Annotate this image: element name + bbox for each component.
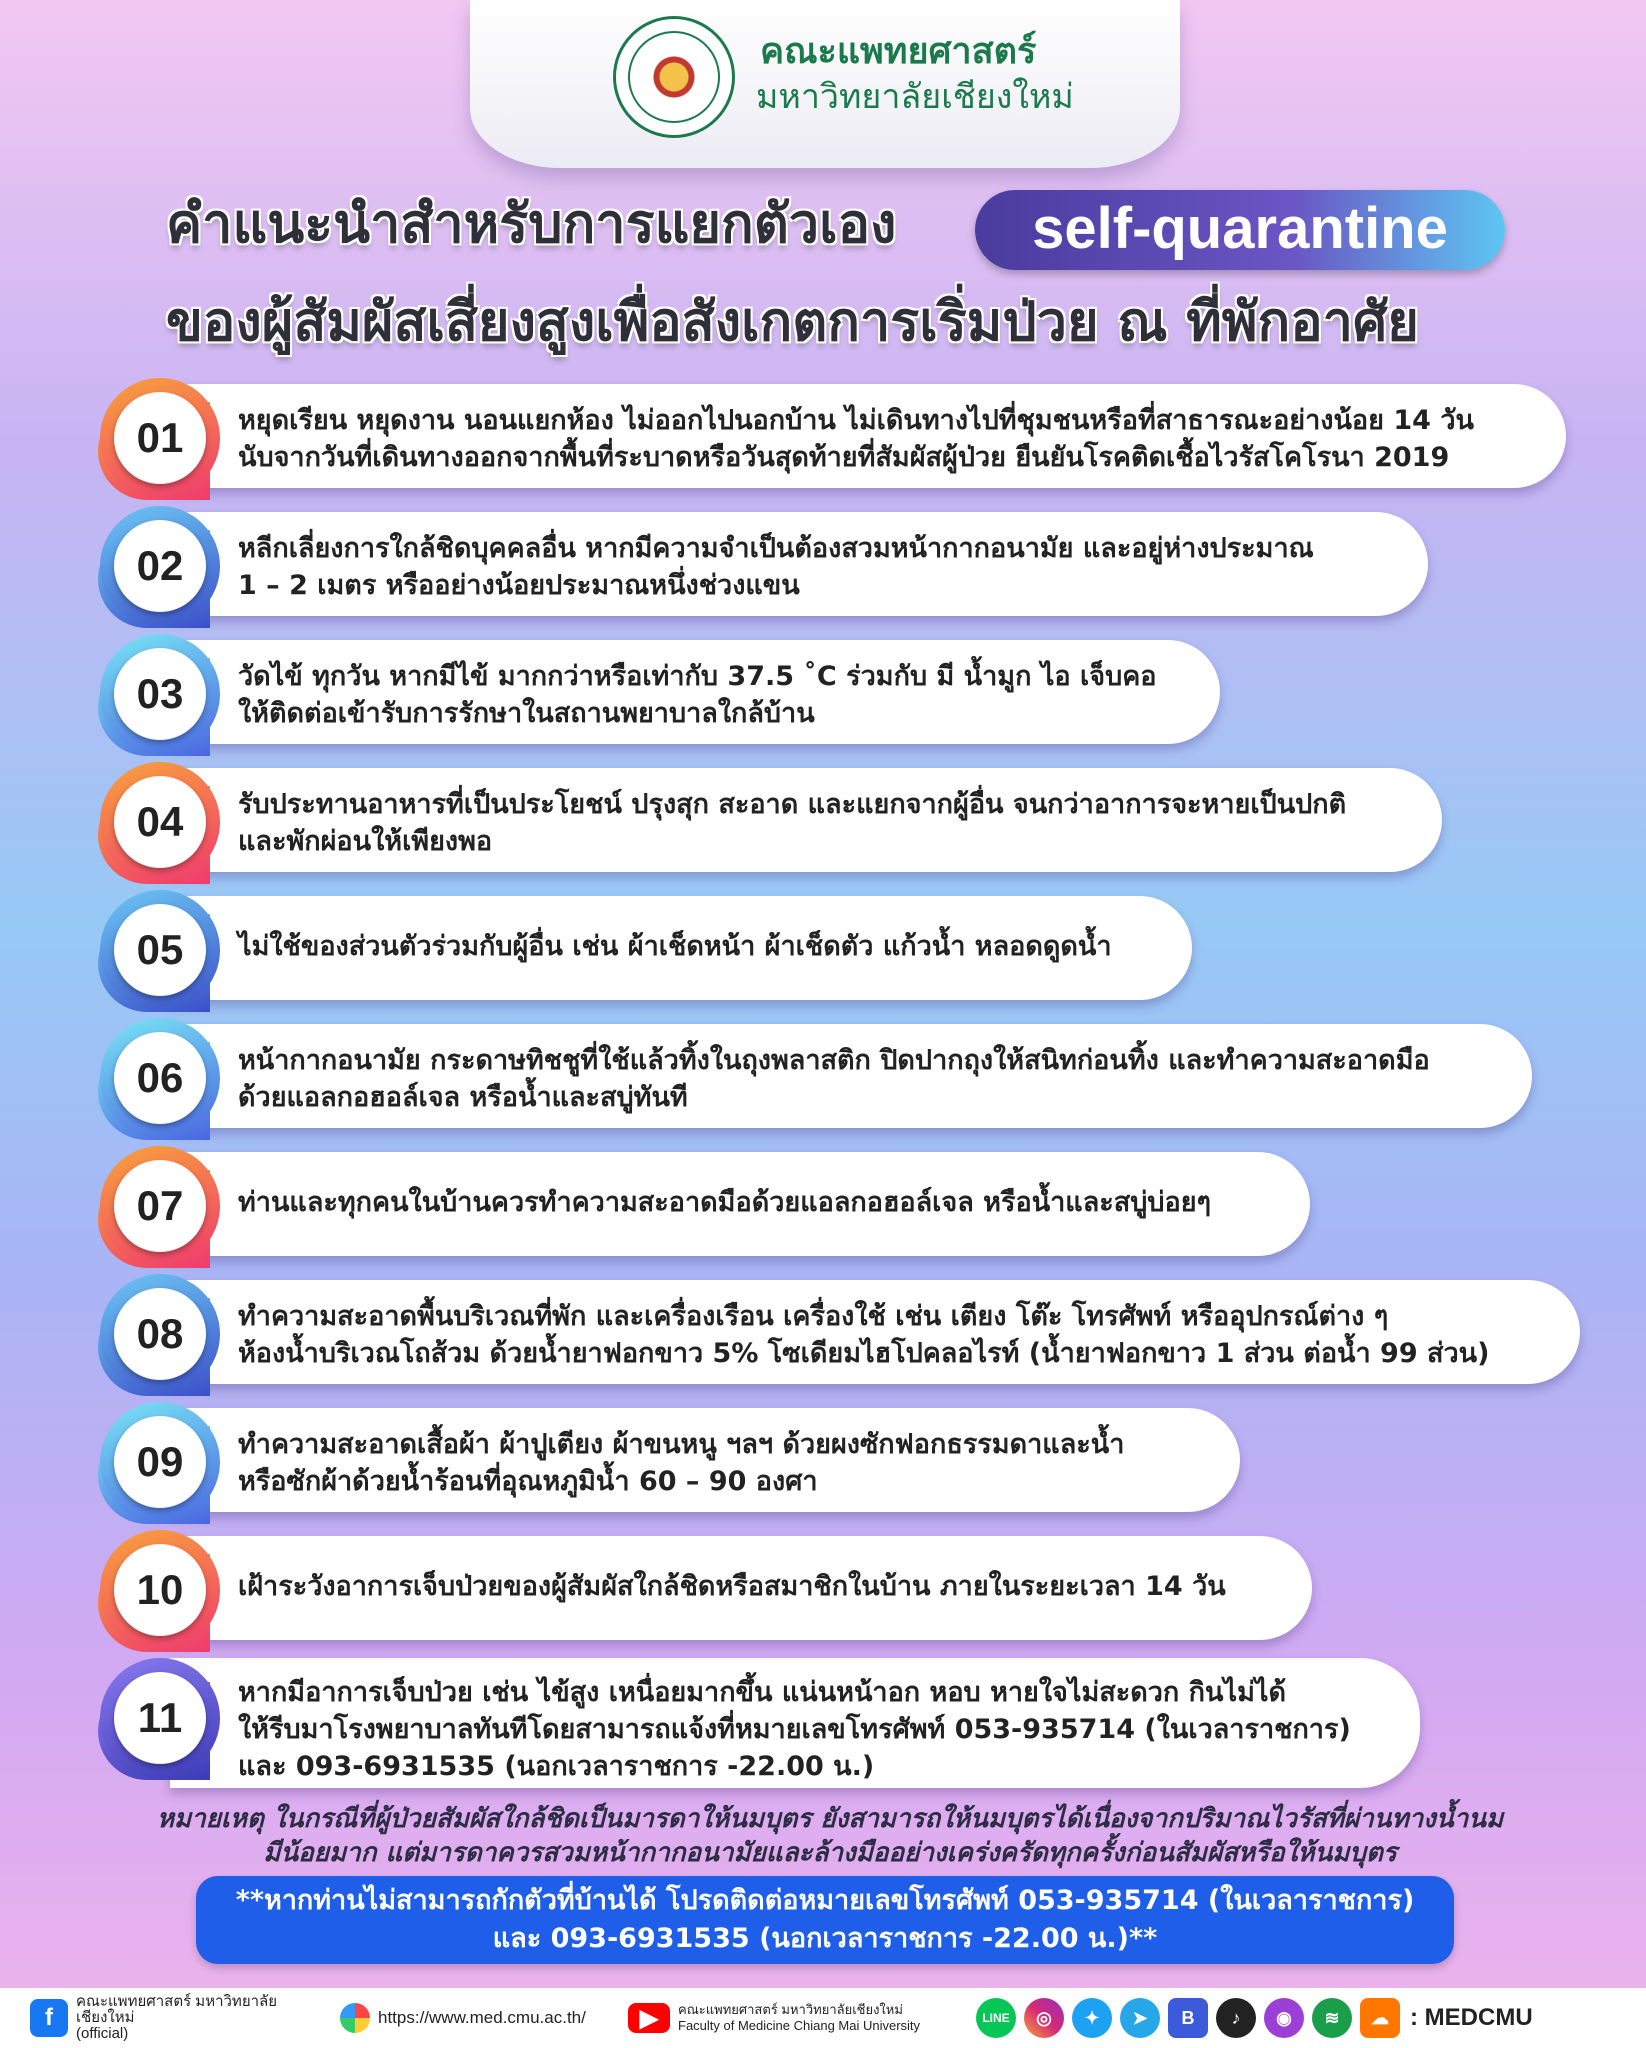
contact-line-1: **หากท่านไม่สามารถกักตัวที่บ้านได้ โปรดติดต่อหมายเลขโทรศัพท์ 053-935714 (ในเวลาราชการ) — [235, 1885, 1415, 1916]
item-number: 11 — [114, 1672, 206, 1764]
item-text: ทำความสะอาดเสื้อผ้า ผ้าปูเตียง ผ้าขนหนู ฯลฯ ด้วยผงซักฟอกธรรมดาและน้ำ หรือซักผ้าด้วยน้ำร้อนที่อุณหภูมิน้ำ 60 – 90 องศา — [238, 1429, 1125, 1497]
list-item — [0, 1404, 1646, 1532]
footnote-line-1: หมายเหตุ ในกรณีที่ผู้ป่วยสัมผัสใกล้ชิดเป็นมารดาให้นมบุตร ยังสามารถให้นมบุตรได้เนื่องจากปริมาณไวรัสที่ผ่านทางน้ำนม — [156, 1804, 1504, 1834]
item-number: 03 — [114, 648, 206, 740]
telegram-icon[interactable]: ➤ — [1120, 1998, 1160, 2038]
item-text: หน้ากากอนามัย กระดาษทิชชูที่ใช้แล้วทิ้งในถุงพลาสติก ปิดปากถุงให้สนิทก่อนทิ้ง และทำความสะอาดมือ ด้วยแอลกอฮอล์เจล หรือน้ำและสบู่ทันที — [238, 1045, 1430, 1113]
item-text: หากมีอาการเจ็บป่วย เช่น ไข้สูง เหนื่อยมากขึ้น แน่นหน้าอก หอบ หายใจไม่สะดวก กินไม่ได้ ให้รีบมาโรงพยาบาลทันทีโดยสามารถแจ้งที่หมายเลขโทรศัพท์ 053-935714 (ในเวลาราชการ) และ 093-6931535 (นอกเวลาราชการ -22.00 น.) — [238, 1677, 1351, 1782]
self-quarantine-badge: self-quarantine — [975, 190, 1505, 270]
faculty-name: คณะแพทยศาสตร์ — [760, 30, 1037, 71]
contact-line-2: และ 093-6931535 (นอกเวลาราชการ -22.00 น.)** — [492, 1923, 1158, 1954]
youtube-icon[interactable]: ▶ — [628, 2003, 670, 2033]
university-name: มหาวิทยาลัยเชียงใหม่ — [756, 78, 1074, 116]
list-item — [0, 1532, 1646, 1660]
item-text: เฝ้าระวังอาการเจ็บป่วยของผู้สัมผัสใกล้ชิดหรือสมาชิกในบ้าน ภายในระยะเวลา 14 วัน — [238, 1571, 1226, 1602]
item-text: หยุดเรียน หยุดงาน นอนแยกห้อง ไม่ออกไปนอกบ้าน ไม่เดินทางไปที่ชุมชนหรือที่สาธารณะอย่างน้อย 14 วัน นับจากวันที่เดินทางออกจากพื้นที่ระบาดหรือวันสุดท้ายที่สัมผัสผู้ป่วย ยืนยันโรคติดเชื้อไวรัสโคโรนา 2019 — [238, 405, 1474, 473]
title-line-2: ของผู้สัมผัสเสี่ยงสูงเพื่อสังเกตการเริ่มป่วย ณ ที่พักอาศัย — [166, 290, 1419, 353]
website-icon — [340, 2003, 370, 2033]
list-item — [0, 1276, 1646, 1404]
item-text: วัดไข้ ทุกวัน หากมีไข้ มากกว่าหรือเท่ากับ 37.5 ˚C ร่วมกับ มี น้ำมูก ไอ เจ็บคอ ให้ติดต่อเข้ารับการรักษาในสถานพยาบาลใกล้บ้าน — [238, 661, 1157, 729]
twitter-icon[interactable]: ✦ — [1072, 1998, 1112, 2038]
item-number: 01 — [114, 392, 206, 484]
list-item — [0, 508, 1646, 636]
item-number: 10 — [114, 1544, 206, 1636]
blockdit-icon[interactable]: B — [1168, 1998, 1208, 2038]
list-item — [0, 764, 1646, 892]
item-text: ทำความสะอาดพื้นบริเวณที่พัก และเครื่องเรือน เครื่องใช้ เช่น เตียง โต๊ะ โทรศัพท์ หรืออุปกรณ์ต่าง ๆ ห้องน้ำบริเวณโถส้วม ด้วยน้ำยาฟอกขาว 5% โซเดียมไฮโปคลอไรท์ (น้ำยาฟอกขาว 1 ส่วน ต่อน้ำ 99 ส่วน) — [238, 1301, 1490, 1369]
soundcloud-icon[interactable]: ☁ — [1360, 1998, 1400, 2038]
facebook-link[interactable]: คณะแพทยศาสตร์ มหาวิทยาลัยเชียงใหม่ (official) — [76, 1993, 278, 2042]
item-number: 02 — [114, 520, 206, 612]
facebook-icon[interactable]: f — [30, 1999, 68, 2037]
item-text: ไม่ใช้ของส่วนตัวร่วมกับผู้อื่น เช่น ผ้าเช็ดหน้า ผ้าเช็ดตัว แก้วน้ำ หลอดดูดน้ำ — [238, 931, 1112, 962]
website-link[interactable]: https://www.med.cmu.ac.th/ — [378, 2008, 586, 2027]
item-number: 07 — [114, 1160, 206, 1252]
item-text: หลีกเลี่ยงการใกล้ชิดบุคคลอื่น หากมีความจำเป็นต้องสวมหน้ากากอนามัย และอยู่ห่างประมาณ 1 – 2 เมตร หรืออย่างน้อยประมาณหนึ่งช่วงแขน — [238, 533, 1314, 601]
item-number: 09 — [114, 1416, 206, 1508]
item-text: รับประทานอาหารที่เป็นประโยชน์ ปรุงสุก สะอาด และแยกจากผู้อื่น จนกว่าอาการจะหายเป็นปกติ และพักผ่อนให้เพียงพอ — [238, 789, 1347, 857]
list-item — [0, 636, 1646, 764]
item-number: 08 — [114, 1288, 206, 1380]
item-number: 06 — [114, 1032, 206, 1124]
footnote-line-2: มีน้อยมาก แต่มารดาควรสวมหน้ากากอนามัยและล้างมืออย่างเคร่งครัดทุกครั้งก่อนสัมผัสหรือให้นมบุตร — [263, 1838, 1397, 1868]
podcast-icon[interactable]: ◉ — [1264, 1998, 1304, 2038]
logo-emblem — [628, 31, 720, 123]
list-item — [0, 1020, 1646, 1148]
faculty-logo — [613, 16, 735, 138]
tiktok-icon[interactable]: ♪ — [1216, 1998, 1256, 2038]
list-item — [0, 1660, 1646, 1788]
list-item — [0, 380, 1646, 508]
wifi-icon[interactable]: ≋ — [1312, 1998, 1352, 2038]
item-number: 05 — [114, 904, 206, 996]
social-footer — [0, 1988, 1646, 2048]
footnote — [60, 1802, 1600, 1870]
item-number: 04 — [114, 776, 206, 868]
advice-list — [0, 380, 1646, 1788]
item-text: ท่านและทุกคนในบ้านควรทำความสะอาดมือด้วยแอลกอฮอล์เจล หรือน้ำและสบู่บ่อยๆ — [238, 1187, 1212, 1218]
line-icon[interactable]: LINE — [976, 1998, 1016, 2038]
list-item — [0, 892, 1646, 1020]
youtube-link[interactable]: คณะแพทยศาสตร์ มหาวิทยาลัยเชียงใหม่ Faculty of Medicine Chiang Mai University — [678, 2002, 921, 2033]
social-handle: : MEDCMU — [1410, 2004, 1533, 2031]
title-line-1: คำแนะนำสำหรับการแยกตัวเอง — [166, 192, 897, 255]
contact-box — [196, 1876, 1454, 1964]
list-item — [0, 1148, 1646, 1276]
instagram-icon[interactable]: ◎ — [1024, 1998, 1064, 2038]
